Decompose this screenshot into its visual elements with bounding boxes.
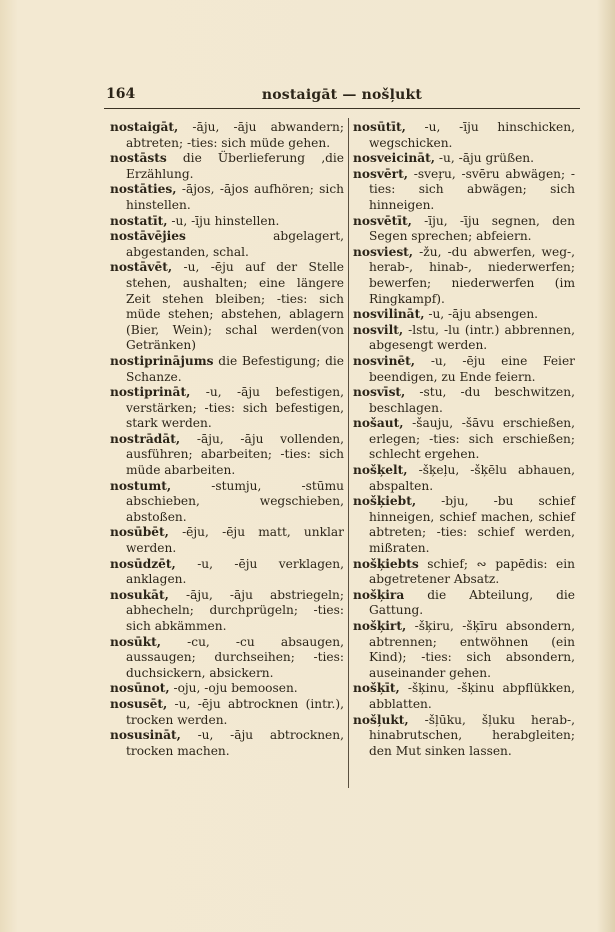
dictionary-entry	[353, 619, 575, 681]
dictionary-entry	[110, 635, 344, 682]
page-header	[104, 86, 580, 109]
column-divider	[348, 118, 349, 788]
entry-definition: -āju, -āju abstriegeln; abhecheln; durchprügeln; -ties: sich abkämmen.	[126, 587, 344, 633]
dictionary-entry	[110, 588, 344, 635]
dictionary-entry	[353, 557, 575, 588]
dictionary-entry	[110, 260, 344, 354]
entry-definition: -ājos, -ājos aufhören; sich hinstellen.	[126, 182, 344, 212]
entry-headword: nostāsts	[110, 151, 167, 166]
dictionary-entry	[353, 307, 575, 323]
dictionary-entry	[110, 229, 344, 260]
entry-headword: nosveicināt,	[353, 151, 435, 166]
entry-headword: nosusināt,	[110, 728, 181, 743]
entry-definition: -šauju, -šāvu erschießen, erlegen; -ties: sich erschießen; schlecht ergehen.	[369, 416, 575, 462]
dictionary-entry	[110, 120, 344, 151]
entry-definition: -āju, -āju abwandern; abtreten; -ties: sich müde gehen.	[126, 120, 344, 150]
page-number: 164	[106, 86, 136, 102]
entry-definition: -sveŗu, -svēru abwägen; -ties: sich abwägen; sich hinneigen.	[369, 166, 575, 212]
entry-definition: -šķiru, -šķīru absondern, abtrennen; entwöhnen (ein Kind); -ties: sich absondern, auseinander gehen.	[369, 619, 575, 680]
entry-headword: nostaigāt,	[110, 120, 179, 134]
dictionary-entry	[353, 167, 575, 214]
entry-definition: abgelagert, abgestanden, schal.	[126, 229, 344, 259]
entry-headword: nošaut,	[353, 416, 404, 431]
dictionary-entry	[353, 494, 575, 556]
dictionary-entry	[110, 432, 344, 479]
entry-headword: nošķirt,	[353, 619, 407, 633]
dictionary-entry	[353, 416, 575, 463]
entry-definition: -u, -ēju verklagen, anklagen.	[126, 556, 344, 587]
entry-headword: nošļukt,	[353, 712, 409, 727]
entry-definition: -stumju, -stūmu abschieben, wegschieben, abstoßen.	[126, 478, 344, 524]
entry-headword: nosviest,	[353, 244, 414, 259]
entry-headword: nosusēt,	[110, 696, 168, 711]
right-column	[353, 120, 575, 759]
entry-headword: nostumt,	[110, 478, 172, 493]
entry-headword: nostāties,	[110, 182, 177, 197]
entry-definition: -šķeļu, -šķēlu abhauen, abspalten.	[369, 463, 575, 493]
entry-headword: nošķīt,	[353, 681, 400, 696]
entry-headword: nosvinēt,	[353, 353, 416, 368]
dictionary-entry	[110, 697, 344, 728]
entry-definition: die Überlieferung ‚die Erzählung.	[126, 151, 344, 181]
entry-headword: nošķiebts	[353, 556, 419, 571]
entry-headword: nosvērt,	[353, 166, 408, 181]
dictionary-entry	[110, 151, 344, 182]
entry-headword: nostrādāt,	[110, 431, 181, 446]
entry-headword: nošķelt,	[353, 463, 408, 478]
left-column	[110, 120, 344, 759]
entry-definition: -stu, -du beschwitzen, beschlagen.	[369, 385, 575, 415]
entry-headword: nosvilināt,	[353, 307, 425, 322]
dictionary-entry	[353, 214, 575, 245]
dictionary-entry	[110, 385, 344, 432]
entry-headword: nostatīt,	[110, 213, 168, 228]
dictionary-entry	[353, 120, 575, 151]
entry-definition: -u, -āju abtrocknen, trocken machen.	[126, 728, 344, 758]
entry-headword: nosūdzēt,	[110, 556, 176, 571]
entry-definition: -šķinu, -šķinu abpflükken, abblatten.	[369, 681, 575, 711]
entry-headword: nošķiebt,	[353, 494, 417, 509]
dictionary-entry	[353, 588, 575, 619]
entry-headword: nostiprinājums	[110, 353, 214, 368]
entry-headword: nosvētīt,	[353, 213, 412, 228]
entry-headword: nosvilt,	[353, 322, 404, 337]
entry-definition: -u, -ēju eine Feier beendigen, zu Ende feiern.	[369, 353, 575, 384]
entry-definition: die Abteilung, die Gattung.	[369, 587, 575, 618]
entry-definition: -u, -īju hinstellen.	[167, 213, 280, 228]
dictionary-entry	[110, 525, 344, 556]
entry-headword: nosvīst,	[353, 385, 406, 400]
entry-definition: -īju, -īju segnen, den Segen sprechen; abfeiern.	[369, 213, 575, 244]
dictionary-entry	[353, 385, 575, 416]
dictionary-entry	[353, 354, 575, 385]
entry-definition: -lstu, -lu (intr.) abbrennen, abgesengt werden.	[369, 322, 575, 353]
entry-definition: -u, -āju grüßen.	[435, 151, 535, 166]
dictionary-entry	[110, 479, 344, 526]
entry-headword: nošķira	[353, 587, 405, 602]
entry-headword: nosūbēt,	[110, 525, 169, 540]
entry-definition: -šļūku, šļuku herab-, hinabrutschen, herabgleiten; den Mut sinken lassen.	[369, 712, 575, 758]
entry-definition: -u, -ēju auf der Stelle stehen, aushalten; eine längere Zeit stehen bleiben; -ties: sich müde stehen; abstehen, ablagern (Bier, Wein); schal werden(von Getränken)	[126, 260, 344, 353]
entry-definition: die Befestigung; die Schanze.	[126, 353, 344, 384]
dictionary-entry	[110, 728, 344, 759]
entry-definition: -oju, -oju bemoosen.	[169, 681, 298, 696]
entry-definition: -bju, -bu schief hinneigen, schief machen, schief abtreten; -ties: schief werden, mißraten.	[369, 494, 575, 556]
entry-definition: -ēju, -ēju matt, unklar werden.	[126, 525, 344, 556]
entry-definition: -u, -āju befestigen, verstärken; -ties: sich befestigen, stark werden.	[126, 385, 344, 431]
dictionary-entry	[353, 713, 575, 760]
dictionary-entry	[110, 182, 344, 213]
entry-definition: -u, -ēju abtrocknen (intr.), trocken werden.	[126, 696, 344, 727]
entry-headword: nostiprināt,	[110, 385, 191, 400]
dictionary-entry	[353, 151, 575, 167]
dictionary-entry	[110, 557, 344, 588]
dictionary-entry	[110, 681, 344, 697]
entry-definition: -žu, -du abwerfen, weg-, herab-, hinab-, niederwerfen; bewerfen; niederwerfen (im Ringkampf).	[369, 244, 575, 306]
entry-headword: nostāvējies	[110, 229, 186, 244]
entry-headword: nostāvēt,	[110, 260, 173, 275]
entry-definition: schief; ∾ papēdis: ein abgetretener Absatz.	[369, 556, 575, 587]
running-head: nostaigāt — nošļukt	[261, 87, 423, 103]
dictionary-entry	[110, 354, 344, 385]
dictionary-entry	[110, 214, 344, 230]
entry-definition: -āju, -āju vollenden, ausführen; abarbeiten; -ties: sich müde abarbeiten.	[126, 431, 344, 478]
entry-headword: nosūkt,	[110, 634, 162, 649]
entry-headword: nosūnot,	[110, 681, 170, 696]
dictionary-entry	[353, 323, 575, 354]
entry-headword: nosukāt,	[110, 587, 169, 602]
dictionary-entry	[353, 463, 575, 494]
entry-headword: nosūtīt,	[353, 120, 406, 134]
entry-definition: -u, -āju absengen.	[424, 307, 539, 322]
dictionary-entry	[353, 245, 575, 307]
entry-definition: -u, -īju hinschicken, wegschicken.	[369, 120, 575, 150]
dictionary-entry	[353, 681, 575, 712]
entry-definition: -cu, -cu absaugen, aussaugen; durchseihen; -ties: duchsickern, absickern.	[126, 634, 344, 680]
